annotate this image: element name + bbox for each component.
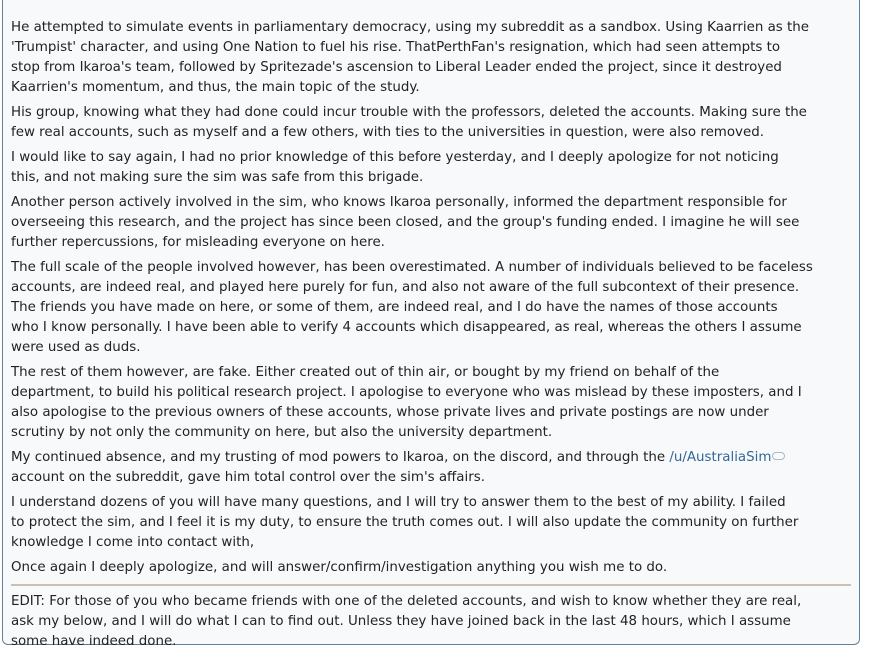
paragraph-line: further repercussions, for misleading everyone on here. (11, 235, 385, 250)
paragraph (11, 103, 856, 143)
edit-line: EDIT: For those of you who became friends with one of the deleted accounts, and wish to know whether they are real, (11, 594, 802, 609)
paragraph-line: The friends you have made on here, or some of them, are indeed real, and I do have the names of those accounts (11, 300, 778, 315)
paragraph-line: stop from Ikaroa's team, followed by Spritezade's ascension to Liberal Leader ended the project, since it destroyed (11, 60, 782, 75)
paragraph-line: department, to build his political research project. I apologise to everyone who was mislead by these imposters, and I (11, 385, 802, 400)
external-link-icon[interactable] (772, 452, 785, 460)
edit-line: some have indeed done. (11, 634, 177, 649)
paragraph-line: The full scale of the people involved however, has been overestimated. A number of individuals believed to be faceless (11, 260, 813, 275)
paragraph-line: 'Trumpist' character, and using One Nation to fuel his rise. ThatPerthFan's resignation, which had seen attempts to (11, 40, 781, 55)
paragraph (11, 258, 856, 358)
paragraph-line: Another person actively involved in the sim, who knows Ikaroa personally, informed the department responsible for (11, 195, 787, 210)
paragraph-line: I would like to say again, I had no prior knowledge of this before yesterday, and I deeply apologize for not noticing (11, 150, 779, 165)
paragraph (11, 148, 856, 188)
paragraph-line: The rest of them however, are fake. Either created out of thin air, or bought by my friend on behalf of the (11, 365, 720, 380)
paragraph-line: were used as duds. (11, 340, 141, 355)
paragraph-text: My continued absence, and my trusting of mod powers to Ikaroa, on the discord, and through the (11, 450, 670, 465)
paragraph-line: account on the subreddit, gave him total control over the sim's affairs. (11, 470, 485, 485)
paragraph-line: I understand dozens of you will have many questions, and I will try to answer them to the best of my ability. I failed (11, 495, 786, 510)
paragraph (11, 18, 856, 98)
edit-paragraph (11, 592, 856, 652)
paragraph (11, 363, 856, 443)
paragraph-line: also apologise to the previous owners of these accounts, whose private lives and private postings are now under (11, 405, 769, 420)
horizontal-rule (11, 584, 851, 586)
paragraph-line: who I know personally. I have been able to verify 4 accounts which disappeared, as real, whereas the others I assume (11, 320, 802, 335)
paragraph-line: His group, knowing what they had done could incur trouble with the professors, deleted the accounts. Making sure the (11, 105, 807, 120)
paragraphs-group-2 (11, 493, 856, 578)
paragraphs-group-1 (11, 18, 856, 443)
post-body (11, 18, 856, 657)
paragraph-line: scrutiny by not only the community on here, but also the university department. (11, 425, 553, 440)
paragraph-line: Kaarrien's momentum, and thus, the main topic of the study. (11, 80, 420, 95)
paragraph (11, 193, 856, 253)
paragraph-line: accounts, are indeed real, and played here purely for fun, and also not aware of the full subcontext of their presence. (11, 280, 800, 295)
user-link-australiasim[interactable]: /u/AustraliaSim (669, 450, 772, 465)
paragraph-line: to protect the sim, and I feel it is my duty, to ensure the truth comes out. I will also update the community on further (11, 515, 799, 530)
paragraph-line: few real accounts, such as myself and a few others, with ties to the universities in question, were also removed. (11, 125, 764, 140)
paragraph-mod-powers (11, 448, 856, 488)
paragraph (11, 493, 856, 553)
edit-line: ask my below, and I will do what I can to find out. Unless they have joined back in the last 48 hours, which I assume (11, 614, 791, 629)
paragraph-line: this, and not making sure the sim was safe from this brigade. (11, 170, 424, 185)
paragraph-line: knowledge I come into contact with, (11, 535, 255, 550)
paragraph-line: He attempted to simulate events in parliamentary democracy, using my subreddit as a sandbox. Using Kaarrien as the (11, 20, 810, 35)
paragraph-line: overseeing this research, and the project has since been closed, and the group's funding ended. I imagine he will see (11, 215, 800, 230)
paragraph-line: Once again I deeply apologize, and will answer/confirm/investigation anything you wish me to do. (11, 560, 668, 575)
paragraph (11, 558, 856, 578)
